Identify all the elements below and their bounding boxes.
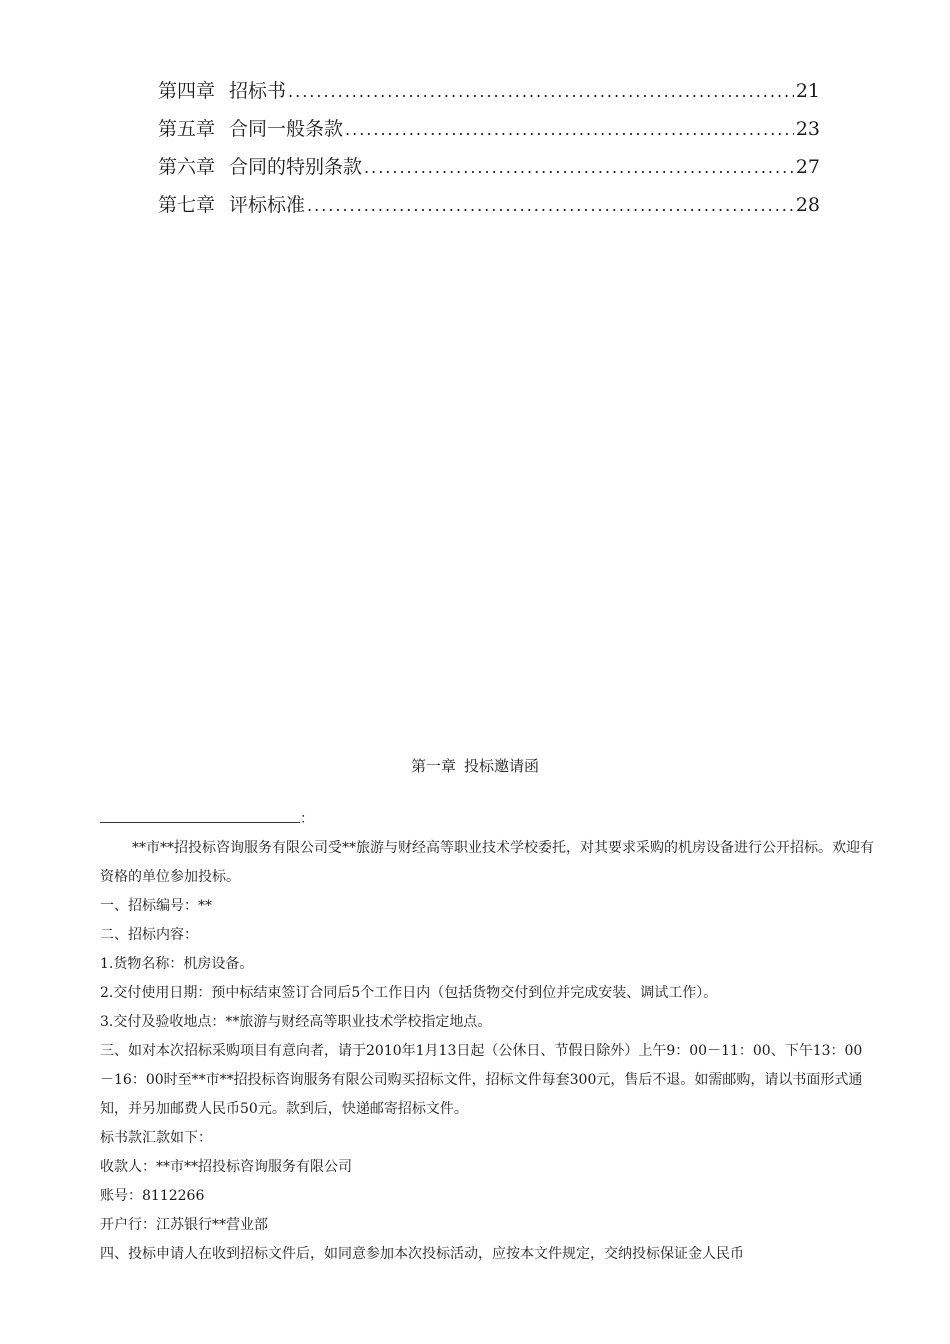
addressee-blank [100, 808, 300, 823]
toc-chapter-title: 招标书 [229, 80, 287, 102]
paragraph: 开户行：江苏银行**营业部 [100, 1217, 268, 1233]
toc-chapter-title: 合同的特别条款 [229, 156, 363, 178]
toc-leader-dots [364, 153, 794, 183]
toc-chapter-number: 第七章 [158, 194, 216, 216]
paragraph: 四、投标申请人在收到招标文件后，如同意参加本次投标活动，应按本文件规定，交纳投标保证金人民币 [100, 1246, 744, 1262]
chapter-heading-number: 第一章 [410, 757, 456, 775]
paragraph: 账号：8112266 [100, 1188, 205, 1204]
chapter-heading [0, 756, 950, 776]
toc-entry[interactable] [158, 114, 820, 152]
toc-chapter-number: 第六章 [158, 156, 216, 178]
toc-page-number: 27 [795, 156, 820, 178]
invitation-letter-body [100, 808, 875, 1269]
toc-page-number: 21 [795, 80, 820, 102]
paragraph: 1.货物名称：机房设备。 [100, 956, 254, 972]
paragraph: 收款人：**市**招投标咨询服务有限公司 [100, 1159, 352, 1175]
toc-leader-dots [288, 77, 794, 107]
toc-leader-dots [307, 191, 794, 221]
toc-page-number: 28 [795, 194, 820, 216]
toc-chapter-number: 第四章 [158, 80, 216, 102]
paragraph: 2.交付使用日期：预中标结束签订合同后5个工作日内（包括货物交付到位并完成安装、调试工作）。 [100, 985, 718, 1001]
toc-chapter-number: 第五章 [158, 118, 216, 140]
toc-chapter-title: 合同一般条款 [229, 118, 344, 140]
addressee-colon: ： [300, 811, 314, 827]
toc-entry[interactable] [158, 190, 820, 228]
table-of-contents [158, 76, 820, 228]
paragraph: 一、招标编号：** [100, 898, 212, 914]
paragraph: 3.交付及验收地点：**旅游与财经高等职业技术学校指定地点。 [100, 1014, 492, 1030]
toc-leader-dots [345, 115, 794, 145]
paragraph: 二、招标内容： [100, 927, 198, 943]
toc-page-number: 23 [795, 118, 820, 140]
toc-entry[interactable] [158, 152, 820, 190]
addressee-line [100, 808, 875, 830]
chapter-heading-title: 投标邀请函 [464, 757, 540, 775]
intro-paragraph: **市**招投标咨询服务有限公司受**旅游与财经高等职业技术学校委托，对其要求采购的机房设备进行公开招标。欢迎有资格的单位参加投标。 [100, 840, 874, 885]
paragraph: 三、如对本次招标采购项目有意向者，请于2010年1月13日起（公休日、节假日除外）上午9：00－11：00、下午13：00－16：00时至**市**招投标咨询服务有限公司购买招标文件，招标文件每套300元，售后不退。如需邮购，请以书面形式通知，并另加邮费人民币50元。款到后，快递邮寄招标文件。 [100, 1043, 863, 1117]
toc-chapter-title: 评标标准 [229, 194, 306, 216]
toc-entry[interactable] [158, 76, 820, 114]
paragraph: 标书款汇款如下： [100, 1130, 212, 1146]
